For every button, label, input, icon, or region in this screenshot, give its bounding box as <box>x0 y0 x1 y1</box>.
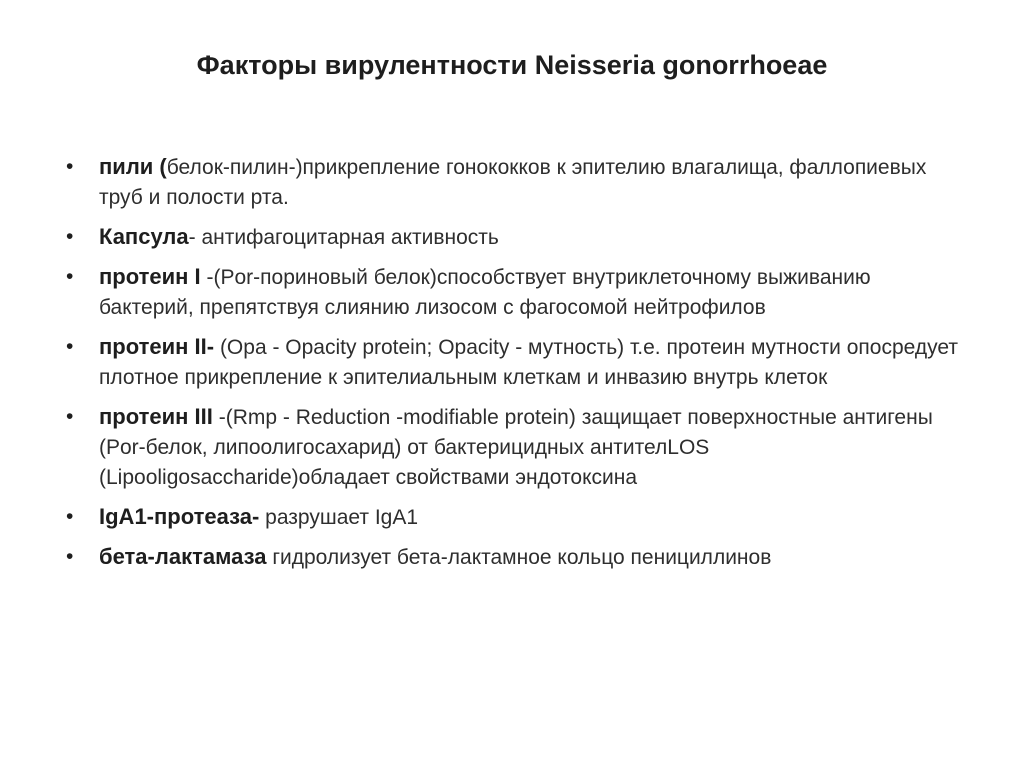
list-item-capsule <box>66 222 966 253</box>
list-item-beta-lactamase <box>66 542 966 573</box>
list-item-pili <box>66 152 966 213</box>
factor-description: разрушает IgA1 <box>259 506 419 529</box>
factor-term: бета-лактамаза <box>99 544 267 569</box>
list-item-iga1-protease <box>66 502 966 533</box>
factor-term: IgA1-протеаза- <box>99 504 260 529</box>
factor-description: -(Rmp - Reduction -modifiable protein) защищает поверхностные антигены (Por-белок, липоолигосахарид) от бактерицидных антителLOS (Lipooligosaccharide)обладает свойствами эндотоксина <box>99 406 933 489</box>
factor-description: - антифагоцитарная активность <box>188 226 499 249</box>
bullet-icon: • <box>66 505 74 528</box>
bullet-icon: • <box>66 225 74 248</box>
factor-description: гидролизует бета-лактамное кольцо пенициллинов <box>266 546 772 569</box>
bullet-icon: • <box>66 265 74 288</box>
list-item-protein-ii <box>66 332 966 393</box>
bullet-icon: • <box>66 155 74 178</box>
factor-description: (Opa - Opacity protein; Opacity - мутность) т.е. протеин мутности опосредует плотное прикрепление к эпителиальным клеткам и инвазию внутрь клеток <box>99 336 958 389</box>
factor-term: протеин II- <box>99 334 215 359</box>
virulence-factor-list <box>66 152 966 582</box>
list-item-protein-i <box>66 262 966 323</box>
list-item-protein-iii <box>66 402 966 493</box>
slide-title: Факторы вирулентности Neisseria gonorrhoeae <box>196 50 828 80</box>
factor-description: -(Por-пориновый белок)способствует внутриклеточному выживанию бактерий, препятствуя слиянию лизосом с фагосомой нейтрофилов <box>99 266 871 319</box>
bullet-icon: • <box>66 335 74 358</box>
factor-term: Капсула <box>99 224 189 249</box>
factor-description: белок-пилин-)прикрепление гонококков к эпителию влагалища, фаллопиевых труб и полости рта. <box>99 156 927 209</box>
bullet-icon: • <box>66 405 74 428</box>
bullet-icon: • <box>66 545 74 568</box>
factor-term: протеин I <box>99 264 201 289</box>
factor-term: пили ( <box>99 154 167 179</box>
factor-term: протеин III <box>99 404 213 429</box>
